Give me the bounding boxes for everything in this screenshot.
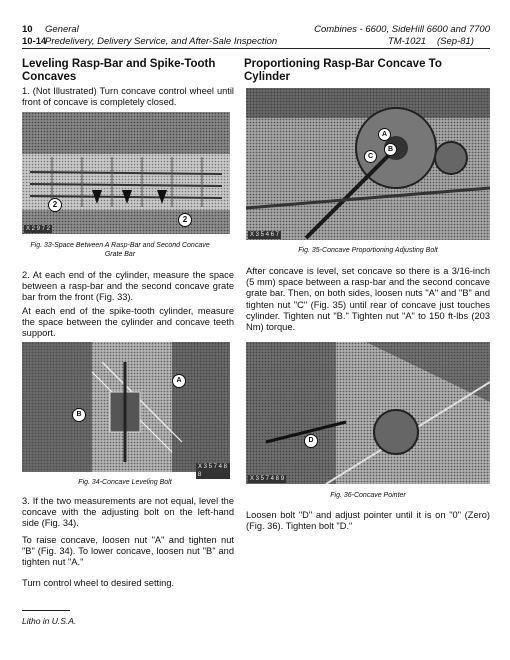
footer-rule <box>22 610 70 611</box>
fig-34-caption: Fig. 34-Concave Leveling Bolt <box>78 479 172 486</box>
left-para-6: Turn control wheel to desired setting. <box>22 578 175 588</box>
fig-34-photo <box>22 342 230 478</box>
manual-date: (Sep-81) <box>437 36 474 47</box>
left-para-2: 2. At each end of the cylinder, measure the space between a rasp-bar and the second concave grate bar from the front (Fig. 33). <box>22 270 234 303</box>
right-para-2: Loosen bolt "D" and adjust pointer until it is on "0" (Zero) (Fig. 36). Tighten bolt "D." <box>246 510 490 532</box>
fig-33-callout-2-left: 2 <box>48 198 62 212</box>
fig-34-code: X 3 5 7 4 8 8 <box>196 463 230 479</box>
fig-33-photo <box>22 112 230 234</box>
fig-36-photo <box>246 342 490 484</box>
fig-33-callout-2-right: 2 <box>178 213 192 227</box>
fig-36-caption: Fig. 36-Concave Pointer <box>330 492 406 499</box>
fig-36-code: X 3 5 7 4 8 9 <box>250 476 285 482</box>
fig-36-callout-d: D <box>304 434 318 448</box>
left-heading: Leveling Rasp-Bar and Spike-Tooth Concaves <box>22 58 216 83</box>
fig-35-callout-a: A <box>378 128 391 141</box>
fig-35-callout-c: C <box>364 150 377 163</box>
header-rule <box>22 48 490 49</box>
fig-33-caption: Fig. 33-Space Between A Rasp-Bar and Second Concave Grate Bar <box>30 242 210 258</box>
fig-33-code: X 2 9 7 2 <box>26 226 51 232</box>
left-para-3: At each end of the spike-tooth cylinder, measure the space between the cylinder and concave teeth support. <box>22 306 234 339</box>
manual-code: TM-1021 <box>388 36 427 47</box>
models-line: Combines - 6600, SideHill 6600 and 7700 <box>314 24 490 35</box>
fig-34-callout-a: A <box>172 374 186 388</box>
page-number: 10 <box>22 24 33 35</box>
section-code: 10-14 <box>22 36 47 47</box>
section-title: General <box>45 24 79 35</box>
fig-35-caption: Fig. 35-Concave Proportioning Adjusting Bolt <box>298 247 438 254</box>
right-para-1: After concave is level, set concave so there is a 3/16-inch (5 mm) space between a rasp-bar and the second concave grate bar. Then, on both sides, loosen nuts "A" and "B" and tighten nut "C" (Fig. 35) until rear of concave just touches cylinder. Tighten nut "B." Tighten nut "A" to 150 ft-lbs (203 Nm) torque. <box>246 266 490 333</box>
fig-35-photo <box>246 88 490 240</box>
fig-35-code: X 3 5 4 6 7 <box>250 232 280 238</box>
fig-34-callout-b: B <box>72 408 86 422</box>
litho-note: Litho in U.S.A. <box>22 616 77 626</box>
fig-35-callout-b: B <box>384 143 397 156</box>
section-subtitle: Predelivery, Delivery Service, and After-Sale Inspection <box>45 36 278 47</box>
right-heading: Proportioning Rasp-Bar Concave To Cylinder <box>244 58 442 83</box>
left-para-1: 1. (Not Illustrated) Turn concave control wheel until front of concave is completely closed. <box>22 86 234 108</box>
left-para-5: To raise concave, loosen nut "A" and tighten nut "B" (Fig. 34). To lower concave, loosen nut "B" and tighten nut "A." <box>22 535 234 568</box>
left-para-4: 3. If the two measurements are not equal, level the concave with the adjusting bolt on the left-hand side (Fig. 34). <box>22 496 234 529</box>
